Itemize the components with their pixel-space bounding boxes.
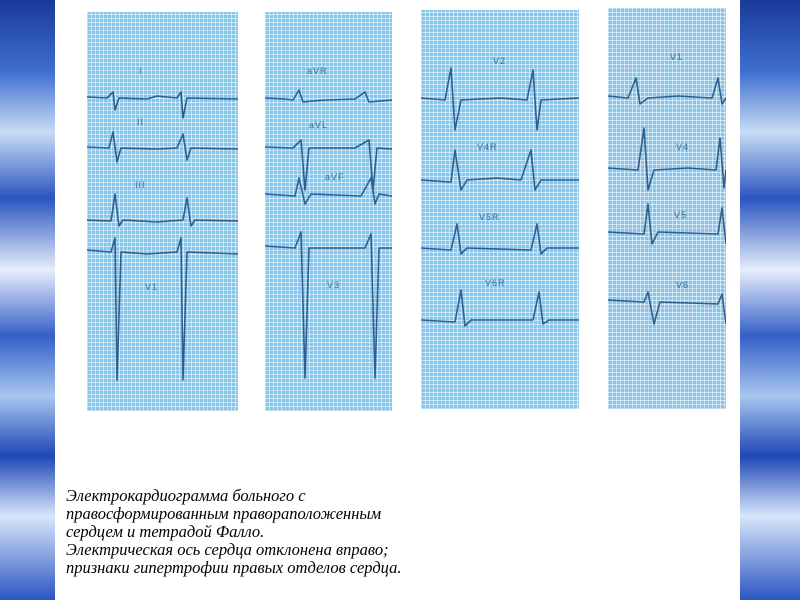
ecg-strip-4 [608,8,726,409]
ecg-trace-V6R [421,290,579,326]
lead-label: I [139,66,143,76]
ecg-traces-strip-3 [421,10,579,409]
ecg-strip-2 [265,12,392,411]
lead-label: V5R [479,212,500,222]
ecg-trace-V4R [421,150,579,190]
ecg-strip-1 [87,12,238,411]
ecg-trace-V1 [87,238,238,380]
ecg-trace-V5 [608,204,726,244]
ecg-trace-V6 [608,292,726,324]
slide-caption [66,487,666,577]
lead-label: V6 [676,280,690,290]
left-decorative-gradient [0,0,55,600]
lead-label: V4R [477,142,498,152]
ecg-trace-V3 [265,232,392,378]
lead-label: aVR [307,66,328,76]
ecg-trace-I [87,92,238,118]
ecg-strip-3 [421,10,579,409]
caption-line: сердцем и тетрадой Фалло. [66,522,265,541]
ecg-trace-V1-right [608,78,726,104]
lead-label: V2 [493,56,507,66]
ecg-trace-aVL [265,140,392,190]
ecg-trace-II [87,132,238,162]
ecg-trace-V4 [608,128,726,190]
lead-label: V1 [670,52,684,62]
lead-label: II [137,117,145,127]
lead-label: V1 [145,282,159,292]
lead-label: V3 [327,280,341,290]
ecg-traces-strip-4 [608,8,726,409]
right-decorative-gradient [740,0,800,600]
caption-line: Электрокардиограмма больного с [66,486,306,505]
caption-line: Электрическая ось сердца отклонена вправо; [66,540,389,559]
lead-label: V5 [674,210,688,220]
lead-label: V6R [485,278,506,288]
ecg-trace-V2 [421,68,579,130]
caption-line: признаки гипертрофии правых отделов сердца. [66,558,402,577]
ecg-trace-V5R [421,224,579,254]
caption-line: правосформированным правораположенным [66,504,382,523]
lead-label: III [135,180,146,190]
lead-label: aVF [325,172,345,182]
lead-label: aVL [309,120,329,130]
ecg-trace-III [87,194,238,226]
ecg-traces-strip-1 [87,12,238,411]
lead-label: V4 [676,142,690,152]
ecg-traces-strip-2 [265,12,392,411]
ecg-trace-aVR [265,90,392,102]
